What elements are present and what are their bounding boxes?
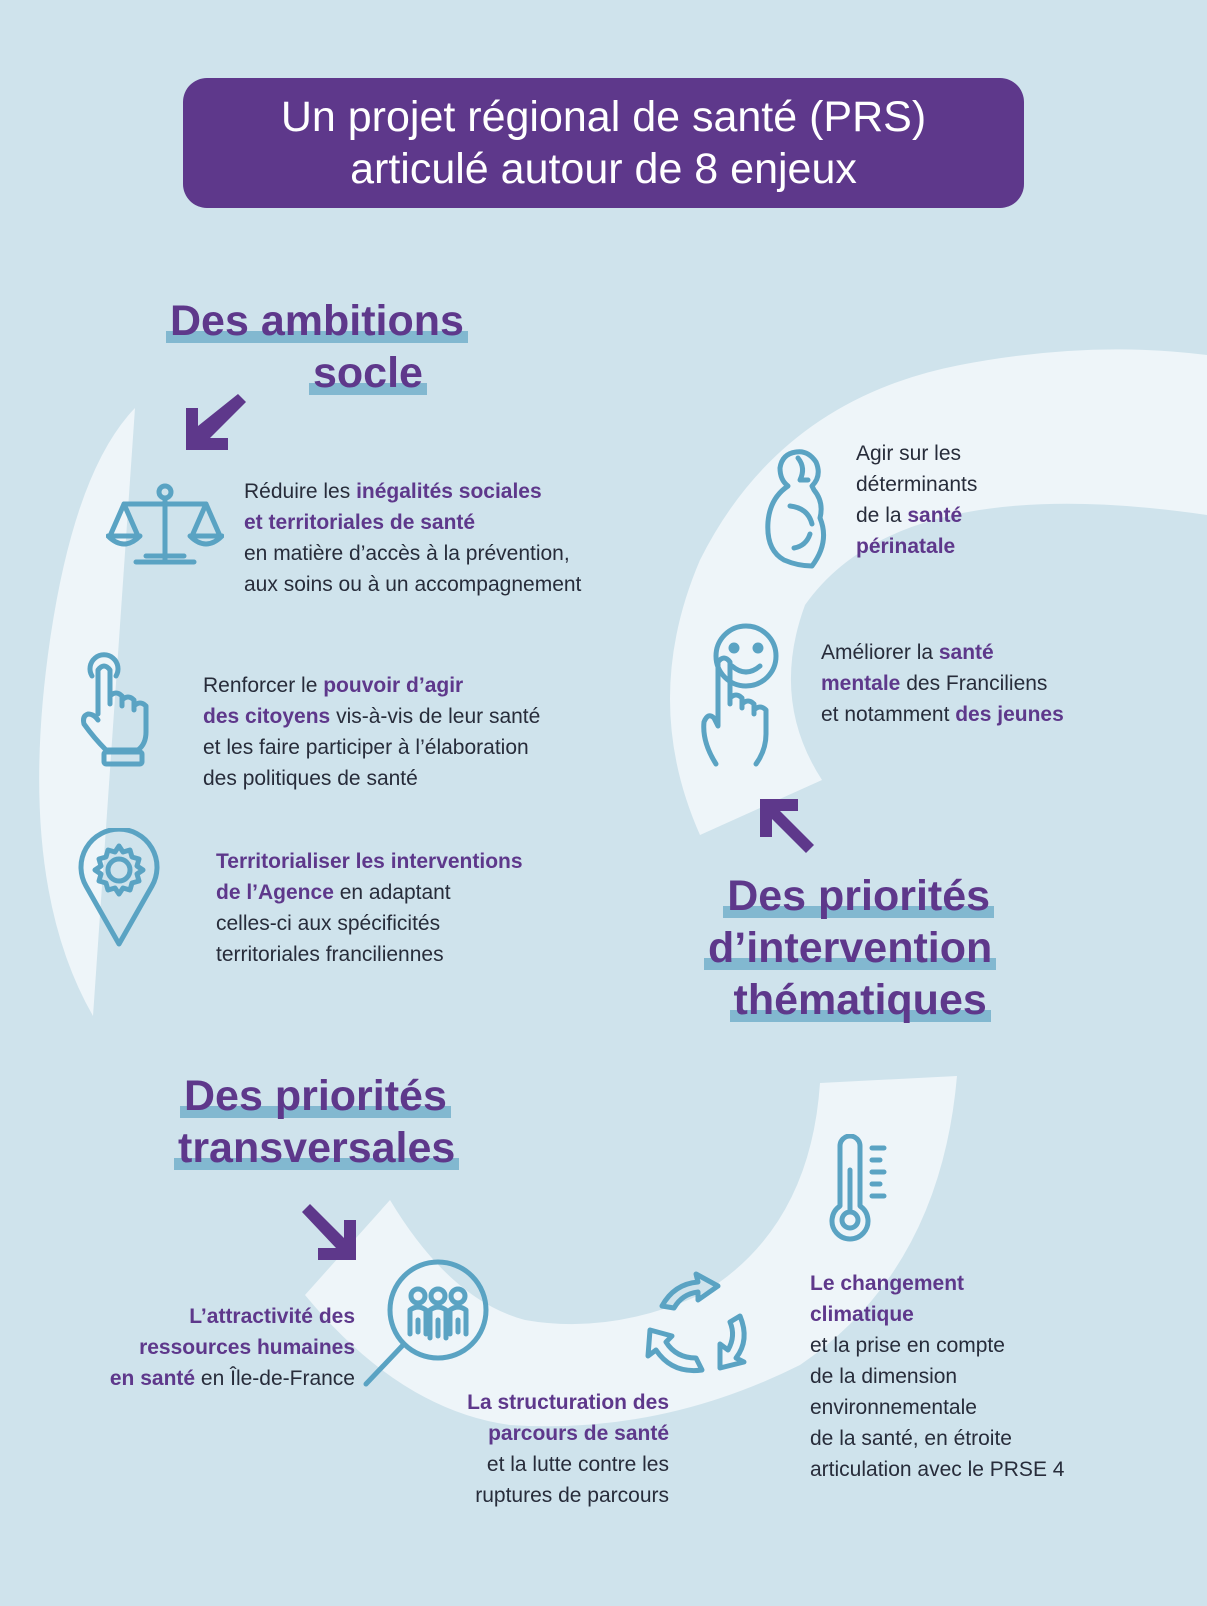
- text-line: [244, 476, 581, 507]
- heading-transversales-line-2: transversales: [174, 1124, 459, 1172]
- arrow-down-left-icon: [180, 388, 250, 458]
- emphasis-text: climatique: [810, 1303, 914, 1326]
- text-line: [244, 507, 581, 538]
- emphasis-text: L’attractivité des: [189, 1305, 355, 1328]
- text-line: [110, 1332, 355, 1363]
- cycle-arrows-icon: [640, 1270, 758, 1382]
- text-line: [216, 846, 523, 877]
- text-inegalites: [244, 476, 581, 600]
- emphasis-text: et territoriales de santé: [244, 511, 476, 534]
- text-line: [810, 1361, 1064, 1392]
- body-text: en Île-de-France: [195, 1367, 355, 1390]
- heading-thematiques-line-3: thématiques: [730, 976, 991, 1024]
- text-line: [203, 670, 540, 701]
- body-text: en matière d’accès à la prévention,: [244, 542, 570, 565]
- text-line: [110, 1363, 355, 1394]
- body-text: et la lutte contre les: [486, 1453, 669, 1476]
- text-line: [810, 1299, 1064, 1330]
- body-text: de la: [856, 504, 908, 527]
- location-gear-icon: [78, 828, 160, 950]
- text-line: [216, 877, 523, 908]
- text-line: [810, 1392, 1064, 1423]
- emphasis-text: parcours de santé: [488, 1422, 669, 1445]
- body-text: Réduire les: [244, 480, 357, 503]
- emphasis-text: pouvoir d’agir: [323, 674, 464, 697]
- text-line: [810, 1268, 1064, 1299]
- text-pouvoir-agir: [203, 670, 540, 794]
- text-line: [203, 701, 540, 732]
- smiley-hand-icon: [700, 622, 784, 768]
- body-text: environnementale: [810, 1396, 977, 1419]
- heading-thematiques-line-1: Des priorités: [723, 872, 994, 920]
- text-structuration-parcours: [467, 1387, 669, 1511]
- thermometer-icon: [826, 1134, 894, 1246]
- heading-socle-line-2: socle: [309, 349, 427, 397]
- text-attractivite-rh: [110, 1301, 355, 1394]
- hand-touch-icon: [78, 652, 158, 770]
- emphasis-text: périnatale: [856, 535, 956, 558]
- text-line: [856, 531, 977, 562]
- text-line: [821, 668, 1064, 699]
- people-magnifier-icon: [356, 1256, 492, 1396]
- body-text: et les faire participer à l’élaboration: [203, 736, 529, 759]
- heading-priorites-thematiques: [704, 870, 996, 1026]
- body-text: des politiques de santé: [203, 767, 418, 790]
- text-line: [810, 1330, 1064, 1361]
- text-line: [856, 438, 977, 469]
- emphasis-text: inégalités sociales: [356, 480, 542, 503]
- body-text: de la santé, en étroite: [810, 1427, 1012, 1450]
- text-line: [467, 1449, 669, 1480]
- text-line: [810, 1423, 1064, 1454]
- heading-ambitions-socle: [166, 295, 468, 399]
- emphasis-text: santé: [907, 504, 963, 527]
- body-text: Améliorer la: [821, 641, 939, 664]
- body-text: vis-à-vis de leur santé: [330, 705, 541, 728]
- balance-scale-icon: [106, 482, 224, 574]
- text-line: [216, 908, 523, 939]
- text-line: [856, 469, 977, 500]
- heading-transversales-line-1: Des priorités: [180, 1072, 451, 1120]
- title-banner: [183, 78, 1024, 208]
- text-line: [203, 732, 540, 763]
- emphasis-text: mentale: [821, 672, 901, 695]
- arrow-up-left-icon: [752, 795, 822, 865]
- body-text: et la prise en compte: [810, 1334, 1005, 1357]
- emphasis-text: de l’Agence: [216, 881, 334, 904]
- text-line: [810, 1454, 1064, 1485]
- heading-thematiques-line-2: d’intervention: [704, 924, 996, 972]
- emphasis-text: en santé: [109, 1367, 196, 1390]
- text-territorialiser: [216, 846, 523, 970]
- body-text: territoriales franciliennes: [216, 943, 444, 966]
- text-line: [110, 1301, 355, 1332]
- emphasis-text: des jeunes: [955, 703, 1064, 726]
- text-line: [821, 637, 1064, 668]
- text-sante-perinatale: [856, 438, 977, 562]
- body-text: celles-ci aux spécificités: [216, 912, 441, 935]
- body-text: aux soins ou à un accompagnement: [244, 573, 582, 596]
- emphasis-text: ressources humaines: [139, 1336, 355, 1359]
- body-text: et notamment: [821, 703, 956, 726]
- text-line: [467, 1387, 669, 1418]
- body-text: déterminants: [856, 473, 978, 496]
- body-text: Renforcer le: [203, 674, 324, 697]
- title-line-1: Un projet régional de santé (PRS): [280, 93, 927, 141]
- body-text: articulation avec le PRSE 4: [810, 1458, 1065, 1481]
- body-text: en adaptant: [333, 881, 451, 904]
- text-line: [244, 538, 581, 569]
- pregnant-woman-icon: [762, 446, 834, 572]
- emphasis-text: Territorialiser les interventions: [216, 850, 523, 873]
- text-line: [856, 500, 977, 531]
- emphasis-text: Le changement: [810, 1272, 965, 1295]
- text-line: [467, 1418, 669, 1449]
- emphasis-text: des citoyens: [203, 705, 331, 728]
- text-line: [203, 763, 540, 794]
- title-line-2: articulé autour de 8 enjeux: [350, 145, 857, 193]
- body-text: de la dimension: [810, 1365, 958, 1388]
- text-line: [821, 699, 1064, 730]
- text-changement-climatique: [810, 1268, 1064, 1485]
- text-line: [216, 939, 523, 970]
- text-sante-mentale: [821, 637, 1064, 730]
- body-text: des Franciliens: [900, 672, 1048, 695]
- text-line: [244, 569, 581, 600]
- heading-socle-line-1: Des ambitions: [166, 297, 468, 345]
- heading-priorites-transversales: [174, 1070, 459, 1174]
- emphasis-text: santé: [938, 641, 994, 664]
- body-text: ruptures de parcours: [475, 1484, 669, 1507]
- emphasis-text: La structuration des: [467, 1391, 669, 1414]
- body-text: Agir sur les: [856, 442, 962, 465]
- text-line: [467, 1480, 669, 1511]
